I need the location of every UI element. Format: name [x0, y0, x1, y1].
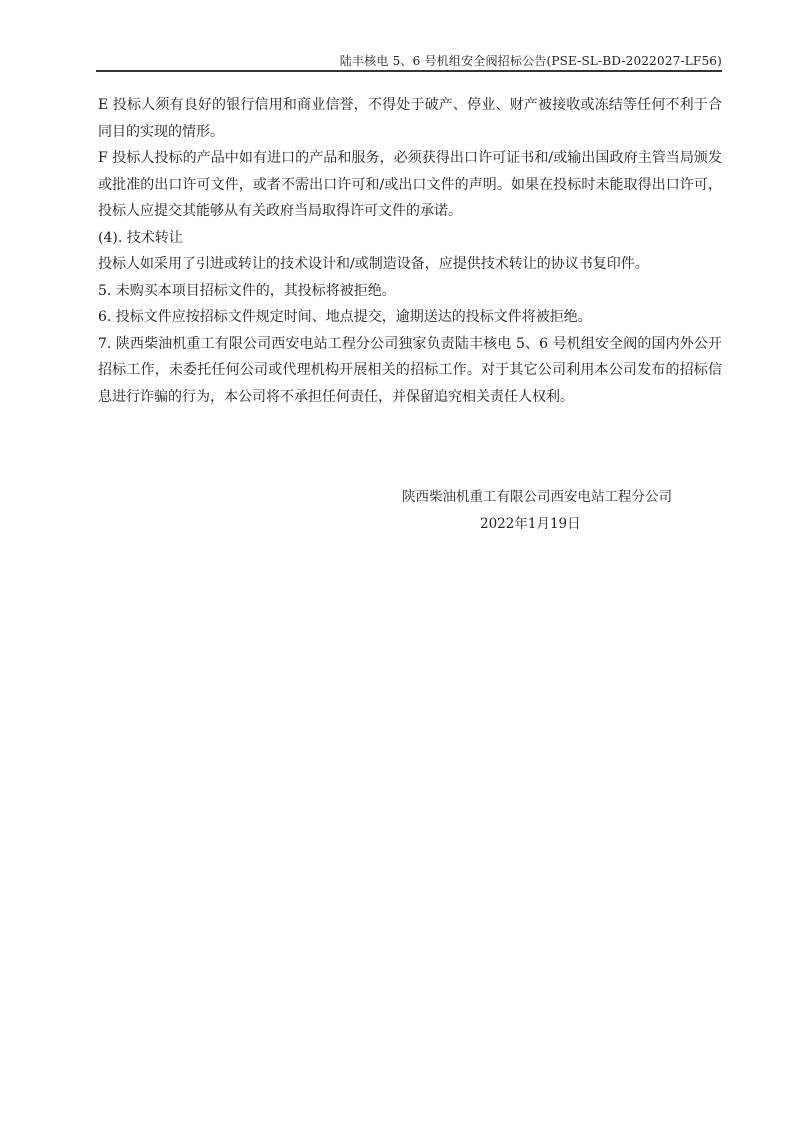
document-body — [98, 92, 722, 410]
header-divider — [96, 70, 722, 72]
paragraph-item-7: 7. 陕西柴油机重工有限公司西安电站工程分公司独家负责陆丰核电 5、6 号机组安全阀的国内外公开招标工作，未委托任何公司或代理机构开展相关的招标工作。对于其它公司利用本公司发布的招标信息进行诈骗的行为，本公司将不承担任何责任，并保留追究相关责任人权利。 — [98, 335, 722, 405]
signature-date: 2022年1月19日 — [480, 516, 581, 532]
paragraph-f-export-license: F 投标人投标的产品中如有进口的产品和服务，必须获得出口许可证书和/或输出国政府主管当局颁发或批准的出口许可文件，或者不需出口许可和/或出口文件的声明。如果在投标时未能取得出口许可，投标人应提交其能够从有关政府当局取得许可文件的承诺。 — [98, 150, 722, 219]
page-header: 陆丰核电 5、6 号机组安全阀招标公告(PSE-SL-BD-2022027-LF56) — [339, 54, 722, 68]
paragraph-item-6: 6. 投标文件应按招标文件规定时间、地点提交，逾期送达的投标文件将被拒绝。 — [98, 309, 592, 325]
signature-company: 陕西柴油机重工有限公司西安电站工程分公司 — [402, 489, 672, 505]
paragraph-item-5: 5. 未购买本项目招标文件的，其投标将被拒绝。 — [98, 282, 396, 299]
signature-block — [402, 484, 672, 538]
paragraph-technology-transfer: 投标人如采用了引进或转让的技术设计和/或制造设备，应提供技术转让的协议书复印件。 — [98, 256, 649, 272]
section-heading-technology-transfer: (4). 技术转让 — [98, 229, 183, 246]
paragraph-e-bank-credit: E 投标人须有良好的银行信用和商业信誉，不得处于破产、停业、财产被接收或冻结等任何不利于合同目的实现的情形。 — [98, 97, 722, 140]
